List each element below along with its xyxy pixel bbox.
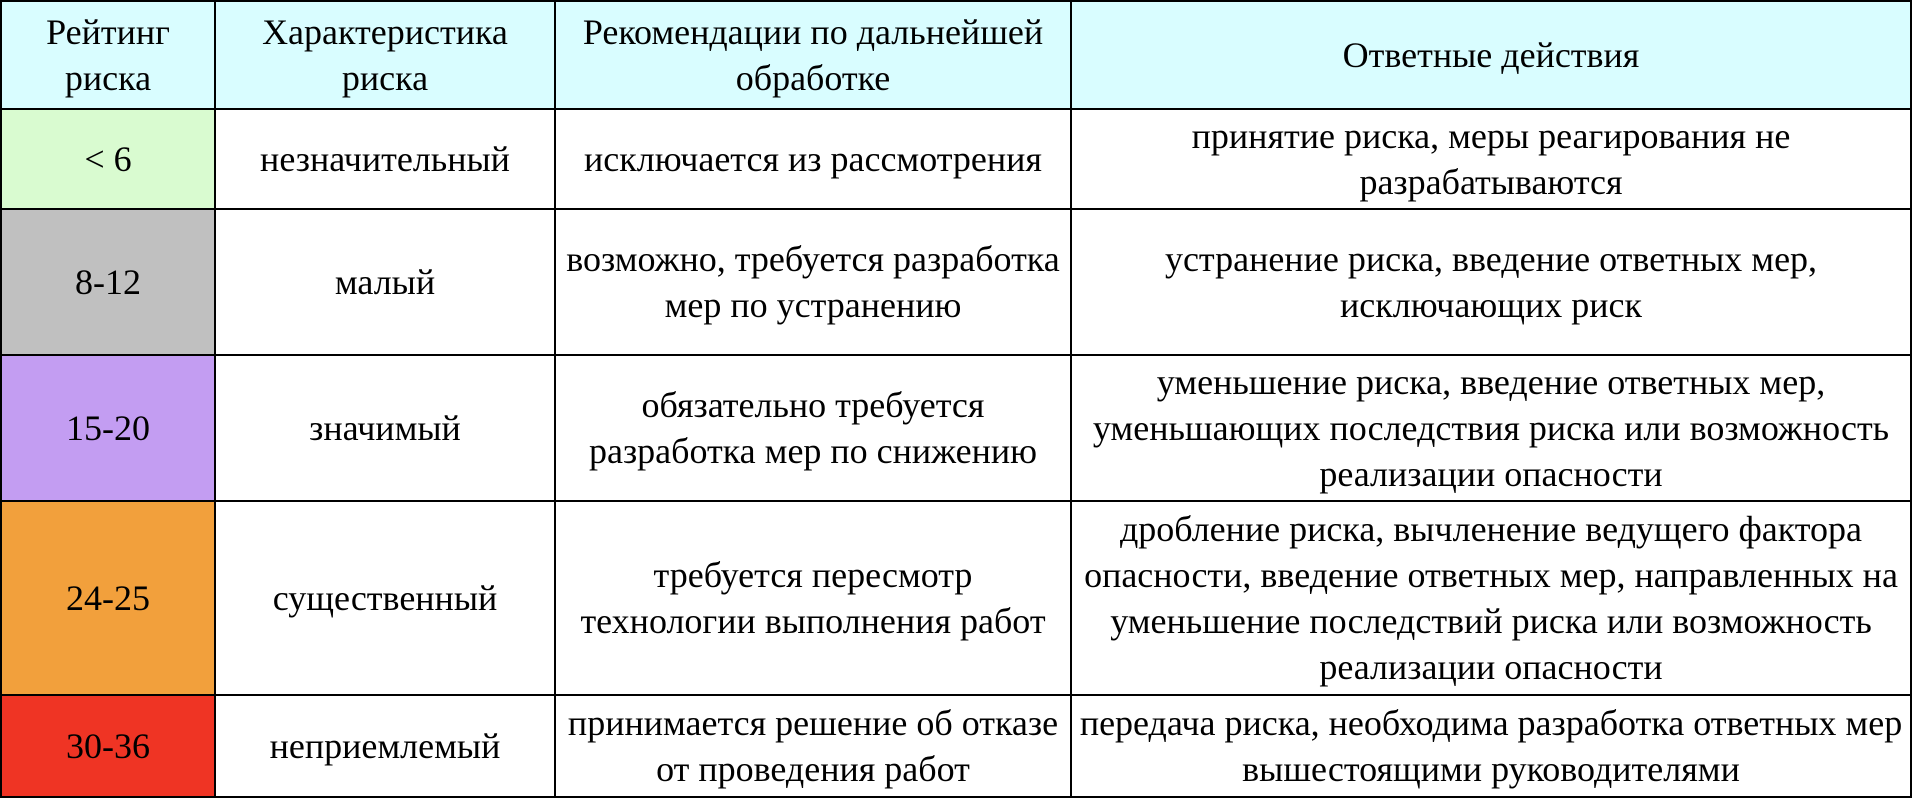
header-recommendations: Рекомендации по дальнейшей обработке (555, 1, 1071, 109)
header-actions: Ответные действия (1071, 1, 1911, 109)
table-row (1, 209, 1911, 355)
rating-cell: < 6 (1, 109, 215, 209)
characteristic-cell: значимый (215, 355, 555, 501)
rating-cell: 8-12 (1, 209, 215, 355)
header-characteristic: Характеристика риска (215, 1, 555, 109)
recommendation-cell: принимается решение об отказе от проведения работ (555, 695, 1071, 797)
rating-cell: 15-20 (1, 355, 215, 501)
action-cell: дробление риска, вычленение ведущего фактора опасности, введение ответных мер, направленных на уменьшение последствий риска или возможность реализации опасности (1071, 501, 1911, 695)
characteristic-cell: неприемлемый (215, 695, 555, 797)
recommendation-cell: возможно, требуется разработка мер по устранению (555, 209, 1071, 355)
characteristic-cell: малый (215, 209, 555, 355)
table-row (1, 355, 1911, 501)
characteristic-cell: существенный (215, 501, 555, 695)
table-row (1, 695, 1911, 797)
header-row (1, 1, 1911, 109)
table-row (1, 501, 1911, 695)
recommendation-cell: требуется пересмотр технологии выполнения работ (555, 501, 1071, 695)
action-cell: уменьшение риска, введение ответных мер, уменьшающих последствия риска или возможность реализации опасности (1071, 355, 1911, 501)
rating-cell: 24-25 (1, 501, 215, 695)
table-row (1, 109, 1911, 209)
action-cell: устранение риска, введение ответных мер, исключающих риск (1071, 209, 1911, 355)
header-rating: Рейтинг риска (1, 1, 215, 109)
action-cell: принятие риска, меры реагирования не разрабатываются (1071, 109, 1911, 209)
characteristic-cell: незначительный (215, 109, 555, 209)
rating-cell: 30-36 (1, 695, 215, 797)
recommendation-cell: обязательно требуется разработка мер по снижению (555, 355, 1071, 501)
action-cell: передача риска, необходима разработка ответных мер вышестоящими руководителями (1071, 695, 1911, 797)
recommendation-cell: исключается из рассмотрения (555, 109, 1071, 209)
